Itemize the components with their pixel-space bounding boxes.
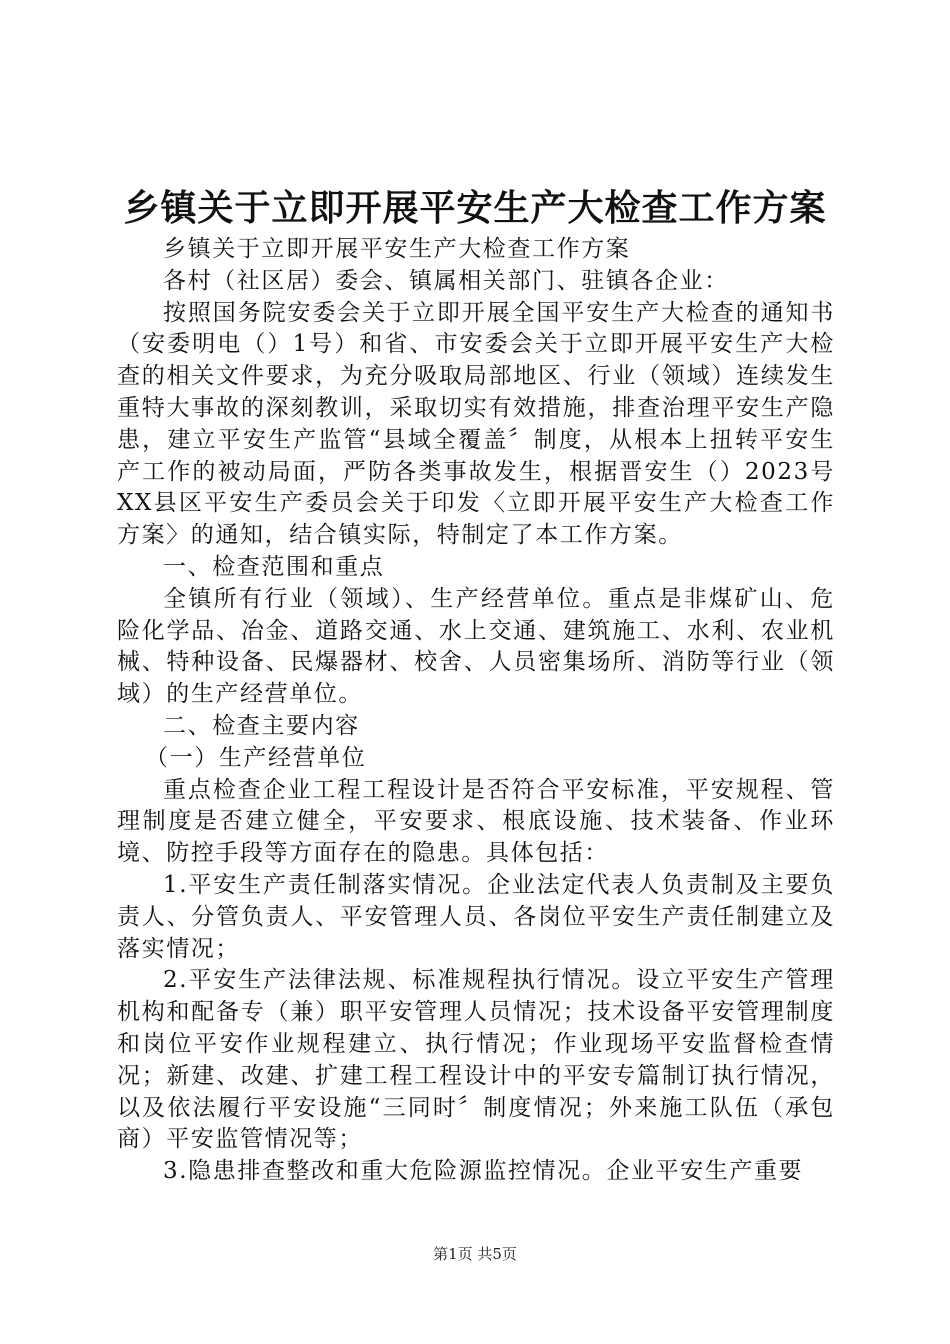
document-body [117,234,835,1188]
subsection-heading-units: （一）生产经营单位 [145,744,367,771]
paragraph-subtitle: 乡镇关于立即开展平安生产大检查工作方案 [163,236,631,262]
section-heading-scope: 一、检查范围和重点 [163,553,385,580]
section-heading-content: 二、检查主要内容 [163,712,360,739]
document-title: 乡镇关于立即开展平安生产大检查工作方案 [123,187,827,229]
paragraph-units: 重点检查企业工程工程设计是否符合平安标准，平安规程、管理制度是否建立健全，平安要求、根底设施、技术装备、作业环境、防控手段等方面存在的隐患。具体包括： [117,776,835,867]
page-number-footer: 第1页 共5页 [433,1245,517,1263]
list-item-3: 3.隐患排查整改和重大危险源监控情况。企业平安生产重要 [163,1158,804,1185]
list-item-1: 1.平安生产责任制落实情况。企业法定代表人负责制及主要负责人、分管负责人、平安管理人员、各岗位平安生产责任制建立及落实情况； [117,871,835,962]
paragraph-scope: 全镇所有行业（领域）、生产经营单位。重点是非煤矿山、危险化学品、冶金、道路交通、水上交通、建筑施工、水利、农业机械、特种设备、民爆器材、校舍、人员密集场所、消防等行业（领域）的生产经营单位。 [117,585,835,708]
paragraph-addressee: 各村（社区居）委会、镇属相关部门、驻镇各企业： [163,267,729,294]
paragraph-intro: 按照国务院安委会关于立即开展全国平安生产大检查的通知书（安委明电（）1号）和省、市安委会关于立即开展平安生产大检查的相关文件要求，为充分吸取局部地区、行业（领域）连续发生重特大事故的深刻教训，采取切实有效措施，排查治理平安生产隐患，建立平安生产监管“县域全覆盖〞制度，从根本上扭转平安生产工作的被动局面，严防各类事故发生，根据晋安生（）2023号XX县区平安生产委员会关于印发〈立即开展平安生产大检查工作方案〉的通知，结合镇实际，特制定了本工作方案。 [117,299,835,549]
list-item-2: 2.平安生产法律法规、标准规程执行情况。设立平安生产管理机构和配备专（兼）职平安管理人员情况；技术设备平安管理制度和岗位平安作业规程建立、执行情况；作业现场平安监督检查情况；新建、改建、扩建工程工程设计中的平安专篇制订执行情况，以及依法履行平安设施“三同时〞制度情况；外来施工队伍（承包商）平安监管情况等； [117,967,835,1153]
